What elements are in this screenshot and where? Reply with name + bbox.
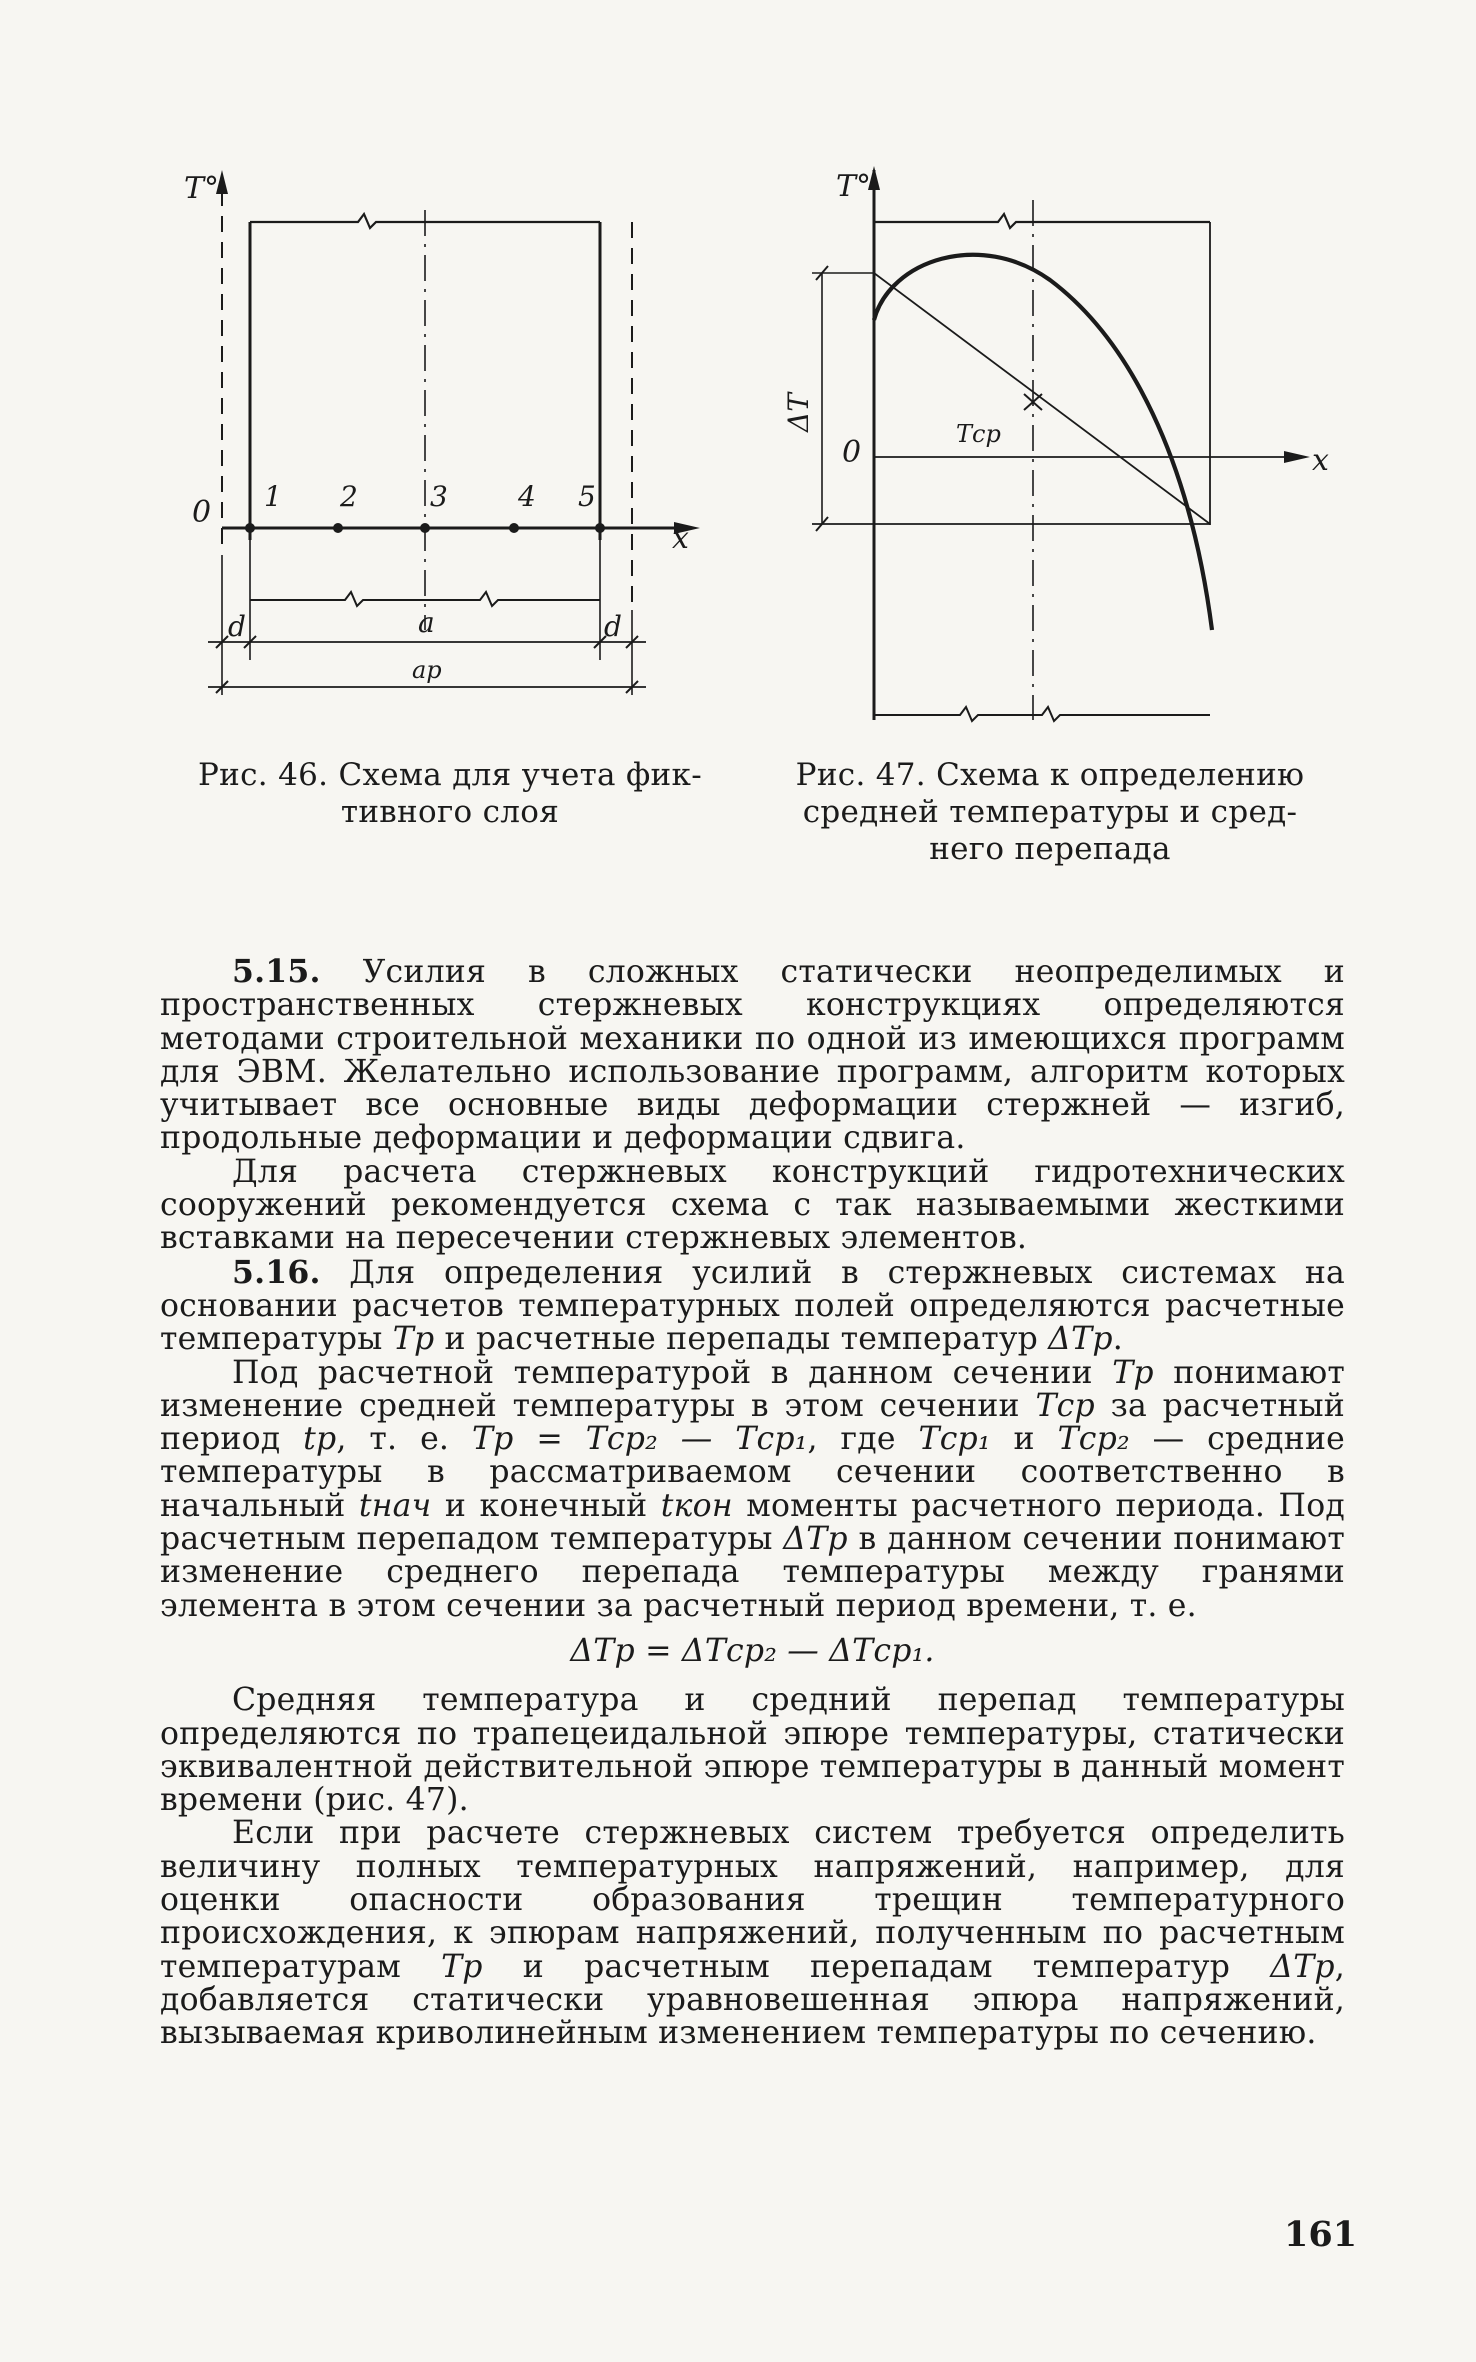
dim-label-ap: aр	[412, 656, 442, 684]
dim-label-d-right: d	[604, 610, 622, 643]
x-axis-arrow	[1284, 451, 1310, 463]
symbol-dtp: ΔTр	[1048, 1321, 1113, 1358]
fig46-axis-x-label: x	[672, 521, 689, 556]
dim-label-d-left: d	[228, 610, 246, 643]
fig46-origin-label: 0	[192, 495, 212, 530]
dim-label-a: a	[418, 606, 435, 639]
figure-46-caption	[170, 757, 730, 831]
display-formula: ΔTр = ΔTср₂ — ΔTср₁.	[570, 1632, 935, 1669]
figure-47-caption	[760, 757, 1340, 868]
page-number: 161	[1284, 2214, 1358, 2255]
section-number-5-16: 5.16.	[232, 1253, 321, 1291]
node-5	[595, 523, 605, 533]
node-label-1: 1	[264, 480, 282, 513]
paragraph-full-stresses: Если при расчете стержневых систем требуется определить величину полных температурных напряжений, например, для оценки опасности образования трещин температурного происхождения, к эпюрам напряжений, полученным по расчетным температурам Tр и расчетным перепадам температур ΔTр, добавляется статически уравновешенная эпюра напряжений, вызываемая криволинейным изменением температуры по сечению.	[160, 1815, 1346, 2052]
top-line	[874, 214, 1210, 228]
node-4	[509, 523, 519, 533]
figure-46-diagram	[180, 160, 700, 720]
figure-47-diagram	[780, 160, 1340, 730]
delta-t-label: ΔT	[782, 393, 815, 432]
figure-47-caption-line-3: него перепада	[929, 831, 1171, 867]
fig46-axis-t-label: T°	[184, 171, 220, 206]
node-2	[333, 523, 343, 533]
body-text	[160, 955, 1345, 2051]
node-3	[420, 523, 430, 533]
fig47-axis-t-label: T°	[836, 169, 872, 204]
paragraph-5-15	[160, 955, 1345, 1156]
equivalent-linear-diagram	[874, 273, 1210, 524]
figure-46-caption-line-2: тивного слоя	[340, 794, 560, 830]
fig47-axis-x-label: x	[1312, 443, 1329, 478]
inline-formula-tp: Tр = Tср₂ — Tср₁	[471, 1421, 808, 1458]
node-label-2: 2	[340, 480, 358, 513]
node-label-3: 3	[430, 480, 448, 513]
paragraph-5-15-text: Усилия в сложных статически неопределимых и пространственных стержневых конструкциях определяются методами строительной механики по одной из имеющихся программ для ЭВМ. Желательно использование программ, алгоритм которых учитывает все основные виды деформации стержней — изгиб, продольные деформации и деформации сдвига.	[160, 954, 1345, 1157]
figure-46-caption-line-1: Рис. 46. Схема для учета фик-	[198, 757, 702, 793]
node-label-4: 4	[518, 480, 536, 513]
paragraph-design-temperature: Под расчетной температурой в данном сечении Tр понимают изменение средней температуры в этом сечении Tср за расчетный период tр, т. е. Tр = Tср₂ — Tср₁, где Tср₁ и Tср₂ — средние температуры в рассматриваемом сечении соответственно в начальный tнач и конечный tкон моменты расчетного периода. Под расчетным перепадом температуры ΔTр в данном сечении понимают изменение среднего перепада температуры между гранями элемента в этом сечении за расчетный период времени, т. е.	[160, 1354, 1345, 1624]
figure-47-caption-line-1: Рис. 47. Схема к определению	[795, 757, 1305, 793]
paragraph-rod-structures: Для расчета стержневых конструкций гидротехнических сооружений рекомендуется схема с так называемыми жесткими вставками на пересечении стержневых элементов.	[160, 1153, 1345, 1257]
paragraph-5-16: 5.16. Для определения усилий в стержневых системах на основании расчетов температурных полей определяются расчетные температуры Tр и расчетные перепады температур ΔTр.	[160, 1253, 1345, 1358]
tcp-label: Tср	[956, 420, 1001, 448]
node-label-5: 5	[578, 480, 596, 513]
paragraph-average-temperature: Средняя температура и средний перепад температуры определяются по трапецеидальной эпюре температуры, статически эквивалентной действительной эпюре температуры в данный момент времени (рис. 47).	[160, 1682, 1345, 1819]
bottom-break-line	[874, 707, 1210, 721]
fig47-origin-label: 0	[842, 435, 862, 470]
symbol-tp: Tр	[392, 1321, 435, 1358]
section-number-5-15: 5.15.	[232, 953, 321, 990]
figure-47-caption-line-2: средней температуры и сред-	[802, 794, 1298, 830]
node-1	[245, 523, 255, 533]
